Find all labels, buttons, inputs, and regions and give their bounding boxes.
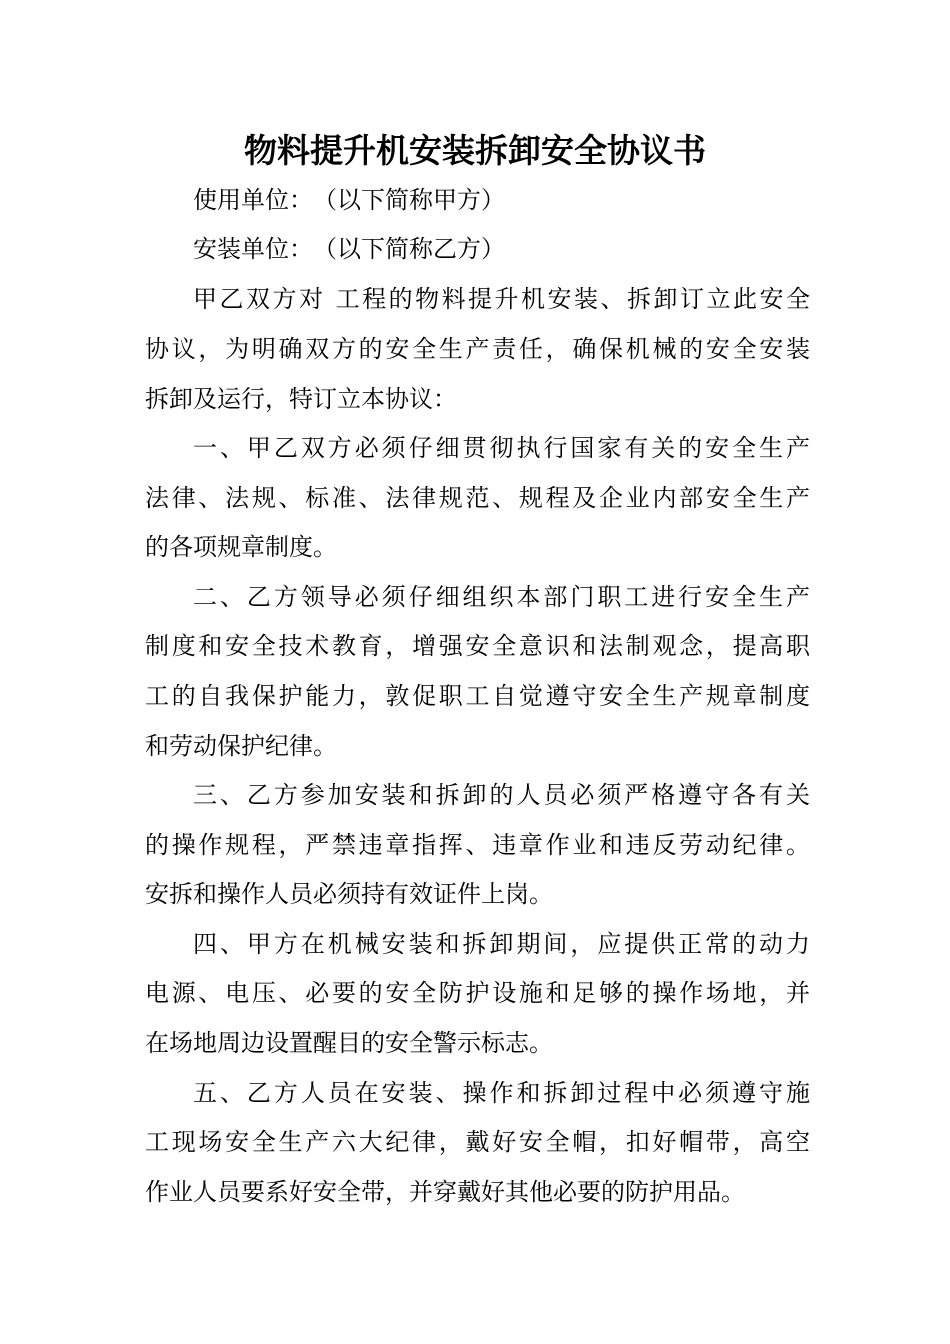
- document-title: 物料提升机安装拆卸安全协议书: [244, 131, 706, 170]
- paragraph-line: 电源、电压、必要的安全防护设施和足够的操作场地，并: [145, 979, 810, 1007]
- paragraph-line: 协议，为明确双方的安全生产责任，确保机械的安全安装: [145, 335, 810, 363]
- paragraph-line: 的各项规章制度。: [145, 533, 337, 561]
- paragraph-line: 在场地周边设置醒目的安全警示标志。: [145, 1029, 553, 1057]
- paragraph-line: 五、乙方人员在安装、操作和拆卸过程中必须遵守施: [193, 1079, 810, 1107]
- paragraph-line: 制度和安全技术教育，增强安全意识和法制观念，提高职: [145, 632, 810, 660]
- paragraph-line: 工现场安全生产六大纪律，戴好安全帽，扣好帽带，高空: [145, 1128, 810, 1156]
- paragraph-line: 安拆和操作人员必须持有效证件上岗。: [145, 880, 553, 908]
- paragraph-line: 和劳动保护纪律。: [145, 732, 337, 760]
- paragraph-line: 二、乙方领导必须仔细组织本部门职工进行安全生产: [193, 583, 810, 611]
- paragraph-line: 一、甲乙双方必须仔细贯彻执行国家有关的安全生产: [193, 434, 810, 462]
- paragraph-line: 法律、法规、标准、法律规范、规程及企业内部安全生产: [145, 484, 810, 512]
- paragraph-line: 拆卸及运行，特订立本协议：: [145, 385, 457, 413]
- paragraph-line: 作业人员要系好安全带，并穿戴好其他必要的防护用品。: [145, 1178, 745, 1206]
- paragraph-line: 工的自我保护能力，敦促职工自觉遵守安全生产规章制度: [145, 682, 810, 710]
- paragraph-line: 三、乙方参加安装和拆卸的人员必须严格遵守各有关: [193, 781, 810, 809]
- user-unit-line: 使用单位： （以下简称甲方）: [193, 186, 505, 214]
- paragraph-line: 甲乙双方对 工程的物料提升机安装、拆卸订立此安全: [193, 285, 810, 313]
- paragraph-line: 四、甲方在机械安装和拆卸期间，应提供正常的动力: [193, 930, 810, 958]
- install-unit-line: 安装单位： （以下简称乙方）: [193, 235, 505, 263]
- paragraph-line: 的操作规程，严禁违章指挥、违章作业和违反劳动纪律。: [145, 831, 810, 859]
